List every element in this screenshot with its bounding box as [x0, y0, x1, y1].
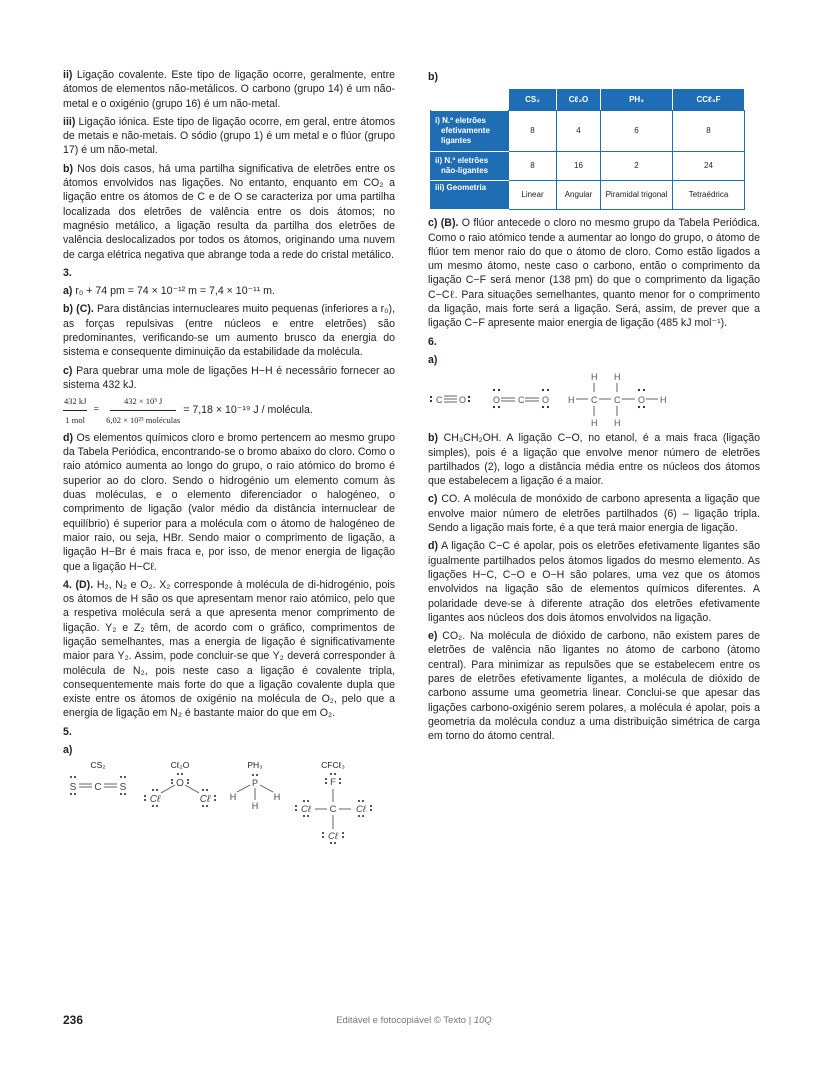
question-5-heading: 5. — [63, 725, 72, 738]
svg-text:H: H — [568, 395, 575, 406]
left-column — [63, 68, 395, 859]
fraction-j-per-molecule: $\frac{\text{432 × 10³ J}}{\text{6,02 × 10²³ moléculas}}$ — [106, 396, 181, 425]
table-row — [431, 181, 745, 210]
svg-text:H: H — [591, 418, 598, 429]
lewis-cl2o-diagram — [143, 759, 221, 809]
svg-text:P: P — [251, 778, 259, 789]
answer-4: 4. (D). H₂, N₂ e O₂. X₂ corresponde à molécula de di-hidrogénio, pois os átomos de H são os que apresentam menor raio atómico, pelo que a respetiva molécula será a que apresenta menor comprimento de ligação. Y₂ e Z₂ têm, de acordo com o gráfico, comprimentos de ligação semelhantes, mas a energia de ligação é significativamente maior para Y₂. Assim, pode concluir-se que Y₂ deverá corresponder à molécula de N₂, pois neste caso a ligação é covalente tripla, consequentemente mais forte do que a ligação covalente dupla que existe entre os átomos de oxigénio na molécula de O₂, pelo que a energia de ligação em N₂ é bastante maior do que em O₂. — [63, 578, 395, 720]
svg-text:Cℓ: Cℓ — [199, 794, 211, 806]
atom-c: C — [436, 395, 443, 406]
svg-text:H: H — [614, 372, 621, 383]
equals-sign: = — [93, 404, 100, 416]
table-cell: 24 — [673, 152, 745, 181]
table-header-ccl3f: CCℓ₃F — [673, 89, 745, 111]
svg-text:H: H — [229, 792, 237, 803]
paragraph-ii: ii) Ligação covalente. Este tipo de ligação ocorre, geralmente, entre átomos de elementos não-metálicos. O carbono (grupo 14) é um não-metal e o oxigénio (grupo 16) é um não-metal. — [63, 69, 395, 110]
mol-label-cs2: CS₂ — [90, 760, 106, 771]
row-label: iii) Geometria — [431, 181, 509, 210]
table-row — [431, 111, 745, 152]
answer-5a-label: a) — [63, 744, 73, 757]
calculation-result: = 7,18 × 10⁻¹⁹ J / molécula. — [183, 404, 313, 417]
svg-text:H: H — [591, 372, 598, 383]
paragraph-iii: iii) Ligação iónica. Este tipo de ligação ocorre, em geral, entre átomos de metais e não-metais. O sódio (grupo 1) é um metal e o flúor (grupo 17) é um não-metal. — [63, 115, 395, 157]
energy-calculation — [63, 394, 395, 427]
table-cell: Angular — [557, 181, 601, 210]
lewis-cs2 — [63, 759, 133, 799]
answer-6c: c) CO. A molécula de monóxido de carbono apresenta a ligação que envolve maior número de eletrões partilhados (6) – ligação tripla. Sendo a ligação mais forte, é a que terá maior energia de ligação. — [428, 493, 760, 535]
svg-text:S: S — [69, 782, 77, 794]
table-cell: 16 — [557, 152, 601, 181]
answer-6b: b) CH₃CH₂OH. A ligação C−O, no etanol, é a mais fraca (ligação simples), pois é a ligação que envolve menor número de eletrões partilhados (2), logo a distância média entre os núcleos dos átomos que estabelecem a ligação é a maior. — [428, 432, 760, 488]
svg-text:H: H — [273, 792, 281, 803]
table-cell: 8 — [509, 111, 557, 152]
svg-text:O: O — [638, 395, 646, 406]
table-header-cs2: CS₂ — [509, 89, 557, 111]
svg-text:H: H — [614, 418, 621, 429]
question-3-heading: 3. — [63, 266, 72, 279]
svg-text:C: C — [591, 395, 598, 406]
table-cell: 6 — [601, 111, 673, 152]
svg-text:Cℓ: Cℓ — [149, 794, 161, 806]
table-cell: 8 — [673, 111, 745, 152]
atom-o: O — [459, 395, 467, 406]
svg-text:O: O — [493, 395, 501, 406]
svg-text:H: H — [251, 801, 259, 812]
question-6-heading: 6. — [428, 335, 437, 348]
svg-text:Cℓ: Cℓ — [328, 831, 338, 843]
right-column — [428, 68, 760, 748]
answer-6a-label: a) — [428, 353, 438, 366]
svg-text:Cℓ: Cℓ — [356, 804, 366, 816]
table-cell: Tetraédrica — [673, 181, 745, 210]
lewis-cfcl3 — [295, 759, 375, 859]
answer-5c: c) (B). O flúor antecede o cloro no mesmo grupo da Tabela Periódica. Como o raio atómico tende a aumentar ao longo do grupo, o átomo de flúor tem menor raio do que o átomo de cloro. Como estão ligados a um mesmo átomo, neste caso o carbono, então o comprimento da ligação C−F será menor (138 pm) do que o comprimento da ligação C−Cℓ. Para situações semelhantes, quanto menor for o comprimento da ligação, mais forte será a ligação. Será, assim, de prever que a ligação C−F apresente maior energia de ligação (485 kJ mol⁻¹). — [428, 217, 760, 330]
mol-label-ph3: PH₃ — [247, 760, 263, 771]
table-corner — [431, 89, 509, 111]
molecule-properties-table — [430, 88, 745, 210]
table-cell: 8 — [509, 152, 557, 181]
lewis-cl2o — [143, 759, 221, 809]
svg-text:C: C — [94, 782, 102, 794]
table-cell: 4 — [557, 111, 601, 152]
table-cell: 2 — [601, 152, 673, 181]
fraction-kj-per-mol: $\frac{432 kJ}{\text{1 mol}}$ — [64, 396, 87, 425]
svg-text:O: O — [542, 395, 550, 406]
answer-5b-label: b) — [428, 71, 438, 83]
answer-3b: b) (C). Para distâncias internucleares muito pequenas (inferiores a r₀), as forças repulsivas (entre núcleos e entre eletrões) são predominantes, verificando-se um aumento brusco da energia do sistema e consequente diminuição da estabilidade da molécula. — [63, 303, 396, 359]
svg-text:O: O — [176, 778, 184, 790]
svg-text:S: S — [119, 782, 127, 794]
svg-text:C: C — [518, 395, 525, 406]
svg-text:C: C — [614, 395, 621, 406]
answer-3d: d) Os elementos químicos cloro e bromo pertencem ao mesmo grupo da Tabela Periódica, encontrando-se o bromo abaixo do cloro. Como o raio atómico aumenta ao longo do grupo, o raio atómico do bromo é superior ao do cloro. Sendo o hidrogénio um elemento comum às duas moléculas, e o elemento diferenciador o halogéneo, o comprimento de ligação (valor médio da distância internuclear de equilíbrio) é superior para a molécula com o átomo de halogéneo de maior raio, ou seja, HBr. Sendo maior o comprimento de ligação, a ligação H−Br é mais fraca e, por isso, de menor energia de ligação que a ligação H−Cℓ. — [63, 431, 395, 573]
page-footer — [63, 1013, 765, 1029]
answer-3a: a) r₀ + 74 pm = 74 × 10⁻¹² m = 7,4 × 10⁻¹¹ m. — [63, 285, 275, 298]
page-number: 236 — [63, 1013, 84, 1027]
table-cell: Linear — [509, 181, 557, 210]
svg-text:C: C — [329, 804, 337, 816]
lewis-cs2-diagram — [63, 759, 133, 799]
table-header-cl2o: Cℓ₂O — [557, 89, 601, 111]
answer-3c: c) Para quebrar uma mole de ligações H−H é necessário fornecer ao sistema 432 kJ. — [63, 364, 395, 391]
mol-label-cl2o: Cℓ₂O — [170, 760, 190, 771]
svg-text:H: H — [660, 395, 667, 406]
answer-6e: e) CO₂. Na molécula de dióxido de carbono, não existem pares de eletrões de valência não ligantes no átomo de carbono (átomo central). Para minimizar as repulsões que se estabelecem entre os pares de eletrões efetivamente ligantes, a molécula de dióxido de carbono assume uma geometria linear. Conclui-se que apesar das ligações carbono-oxigénio serem polares, a molécula é apolar, pois a geometria da molécula conduz a uma distribuição simétrica de carga em torno do átomo central. — [428, 630, 760, 743]
footer-copyright: Editável e fotocopiável © Texto | 10Q — [336, 1015, 492, 1026]
svg-text:F: F — [330, 777, 336, 789]
lewis-structures-q5 — [63, 759, 395, 859]
row-label: ii) N.º eletrões não-ligantes — [431, 152, 509, 181]
table-row — [431, 152, 745, 181]
mol-label-cfcl3: CFCℓ₃ — [321, 760, 345, 771]
answer-6d: d) A ligação C−C é apolar, pois os eletrões efetivamente ligantes são igualmente partilhados pelos átomos ligados do mesmo elemento. As ligações H−C, C−O e O−H são polares, uma vez que os átomos envolvidos na ligação são de elementos químicos diferentes. A polaridade deve-se à diferente atração dos eletrões efetivamente ligantes aos núcleos dos dois átomos envolvidos na ligação. — [428, 540, 760, 624]
lewis-structures-q6 — [428, 369, 760, 431]
row-label: i) N.º eletrões efetivamente ligantes — [431, 111, 509, 152]
lewis-co-co2-ethanol — [428, 369, 768, 431]
lewis-cfcl3-diagram — [295, 759, 375, 859]
paragraph-b: b) Nos dois casos, há uma partilha significativa de eletrões entre os átomos envolvidos nas ligações. No entanto, enquanto em CO₂ a ligação entre os átomos de C e de O se caracteriza por uma partilha localizada dos eletrões de valência entre os dois átomos; no magnésio metálico, a ligação resulta da partilha dos eletrões de valência deslocalizados por todos os átomos, originando uma nuvem de carga elétrica negativa que abrange toda a rede do cristal metálico. — [63, 162, 395, 261]
table-cell: Piramidal trigonal — [601, 181, 673, 210]
svg-text:Cℓ: Cℓ — [301, 804, 311, 816]
table-header-ph3: PH₃ — [601, 89, 673, 111]
lewis-ph3 — [225, 759, 285, 814]
lewis-ph3-diagram — [225, 759, 285, 814]
